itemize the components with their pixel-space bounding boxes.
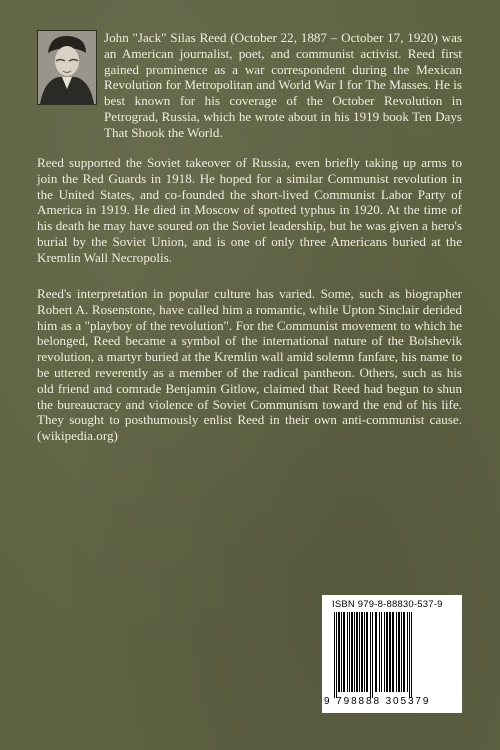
bio-paragraph-soviet: Reed supported the Soviet takeover of Russia, even briefly taking up arms to join the Red Guards in 1918. He hoped for a similar Communist revolution in the United States, and co-founded the short-lived Communist Labor Party of America in 1919. He died in Moscow of spotted typhus in 1920. At the time of his death he may have soured on the Soviet leadership, but he was given a hero's burial by the Soviet Union, and is one of only three Americans buried at the Kremlin Wall Necropolis. <box>37 155 462 265</box>
isbn-barcode <box>322 595 462 713</box>
author-portrait <box>37 30 97 105</box>
barcode-digits: 9 798888 305379 <box>324 696 431 707</box>
bio-paragraph-intro: John "Jack" Silas Reed (October 22, 1887 – October 17, 1920) was an American journalist, poet, and communist activist. Reed first gained prominence as a war correspondent during the Mexican Revolution for Metropolitan and World War I for The Masses. He is best known for his coverage of the October Revolution in Petrograd, Russia, which he wrote about in his 1919 book Ten Days That Shook the World. <box>104 30 462 140</box>
barcode-bars <box>332 612 452 698</box>
isbn-label: ISBN 979-8-88830-537-9 <box>332 599 443 610</box>
bio-paragraph-legacy: Reed's interpretation in popular culture has varied. Some, such as biographer Robert A. Rosenstone, have called him a romantic, while Upton Sinclair derided him as a "playboy of the revolution". For the Communist movement to which he belonged, Reed became a symbol of the international nature of the Bolshevik revolution, a martyr buried at the Kremlin wall amid solemn fanfare, his name to be uttered reverently as a member of the radical pantheon. Others, such as his old friend and comrade Benjamin Gitlow, claimed that Reed had begun to shun the bureaucracy and violence of Soviet Communism toward the end of his life. They sought to posthumously enlist Reed in their own anti-communist cause. (wikipedia.org) <box>37 286 462 444</box>
